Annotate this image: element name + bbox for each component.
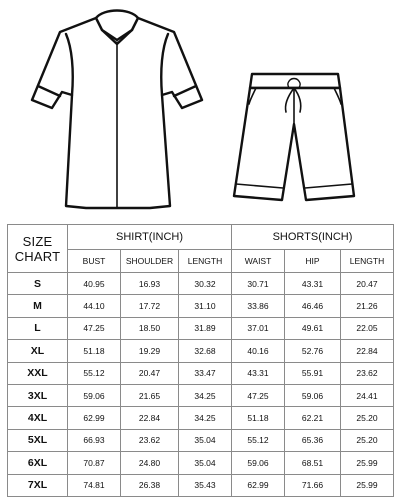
size-header-line2: CHART	[14, 248, 61, 264]
column-header-shirt-length: LENGTH	[179, 250, 232, 273]
table-row	[8, 452, 394, 474]
table-row	[8, 340, 394, 362]
shorts-length-value: 25.99	[341, 474, 394, 496]
column-header-shorts-length: LENGTH	[341, 250, 394, 273]
hip-value: 65.36	[285, 429, 341, 451]
column-header-shoulder: SHOULDER	[121, 250, 179, 273]
size-chart-table	[7, 224, 394, 497]
waist-value: 47.25	[232, 384, 285, 406]
waist-value: 40.16	[232, 340, 285, 362]
shirt-length-value: 35.04	[179, 429, 232, 451]
table-row	[8, 273, 394, 295]
bust-value: 70.87	[68, 452, 121, 474]
bust-value: 62.99	[68, 407, 121, 429]
waist-value: 59.06	[232, 452, 285, 474]
waist-value: 62.99	[232, 474, 285, 496]
size-label: 6XL	[8, 452, 68, 474]
hip-value: 68.51	[285, 452, 341, 474]
bust-value: 40.95	[68, 273, 121, 295]
hip-value: 43.31	[285, 273, 341, 295]
shorts-length-value: 25.99	[341, 452, 394, 474]
shorts-length-value: 24.41	[341, 384, 394, 406]
waist-value: 55.12	[232, 429, 285, 451]
shoulder-value: 21.65	[121, 384, 179, 406]
size-label: L	[8, 317, 68, 339]
column-header-waist: WAIST	[232, 250, 285, 273]
shirt-length-value: 30.32	[179, 273, 232, 295]
garment-illustrations	[0, 0, 400, 222]
bust-value: 59.06	[68, 384, 121, 406]
shoulder-value: 19.29	[121, 340, 179, 362]
shorts-group-header: SHORTS(INCH)	[232, 225, 394, 250]
shoulder-value: 18.50	[121, 317, 179, 339]
shirt-length-value: 31.10	[179, 295, 232, 317]
bust-value: 47.25	[68, 317, 121, 339]
shirt-length-value: 35.04	[179, 452, 232, 474]
size-label: XXL	[8, 362, 68, 384]
bust-value: 44.10	[68, 295, 121, 317]
bust-value: 55.12	[68, 362, 121, 384]
shoulder-value: 23.62	[121, 429, 179, 451]
shorts-icon	[234, 74, 354, 200]
shorts-length-value: 20.47	[341, 273, 394, 295]
table-row	[8, 384, 394, 406]
size-label: 7XL	[8, 474, 68, 496]
size-chart-header	[8, 225, 68, 273]
shorts-length-value: 22.84	[341, 340, 394, 362]
bust-value: 74.81	[68, 474, 121, 496]
hip-value: 49.61	[285, 317, 341, 339]
shirt-length-value: 34.25	[179, 407, 232, 429]
shirt-length-value: 31.89	[179, 317, 232, 339]
table-row	[8, 474, 394, 496]
column-header-hip: HIP	[285, 250, 341, 273]
shirt-length-value: 33.47	[179, 362, 232, 384]
size-label: M	[8, 295, 68, 317]
table-row	[8, 407, 394, 429]
shorts-length-value: 25.20	[341, 407, 394, 429]
shirt-length-value: 34.25	[179, 384, 232, 406]
shoulder-value: 26.38	[121, 474, 179, 496]
size-label: 3XL	[8, 384, 68, 406]
hip-value: 62.21	[285, 407, 341, 429]
hip-value: 55.91	[285, 362, 341, 384]
shorts-length-value: 23.62	[341, 362, 394, 384]
waist-value: 37.01	[232, 317, 285, 339]
hip-value: 71.66	[285, 474, 341, 496]
size-label: 4XL	[8, 407, 68, 429]
bust-value: 66.93	[68, 429, 121, 451]
shoulder-value: 22.84	[121, 407, 179, 429]
shorts-length-value: 21.26	[341, 295, 394, 317]
table-row	[8, 429, 394, 451]
size-label: S	[8, 273, 68, 295]
size-label: XL	[8, 340, 68, 362]
size-header-line1: SIZE	[22, 233, 53, 249]
shorts-length-value: 22.05	[341, 317, 394, 339]
hip-value: 46.46	[285, 295, 341, 317]
shoulder-value: 24.80	[121, 452, 179, 474]
table-row	[8, 295, 394, 317]
waist-value: 43.31	[232, 362, 285, 384]
shoulder-value: 20.47	[121, 362, 179, 384]
shoulder-value: 17.72	[121, 295, 179, 317]
shirt-length-value: 32.68	[179, 340, 232, 362]
waist-value: 30.71	[232, 273, 285, 295]
hip-value: 59.06	[285, 384, 341, 406]
bust-value: 51.18	[68, 340, 121, 362]
shoulder-value: 16.93	[121, 273, 179, 295]
table-row	[8, 317, 394, 339]
size-label: 5XL	[8, 429, 68, 451]
shirt-icon	[32, 11, 202, 209]
shirt-group-header: SHIRT(INCH)	[68, 225, 232, 250]
table-row	[8, 362, 394, 384]
waist-value: 33.86	[232, 295, 285, 317]
column-header-bust: BUST	[68, 250, 121, 273]
shirt-length-value: 35.43	[179, 474, 232, 496]
waist-value: 51.18	[232, 407, 285, 429]
hip-value: 52.76	[285, 340, 341, 362]
shorts-length-value: 25.20	[341, 429, 394, 451]
size-chart	[7, 224, 393, 494]
